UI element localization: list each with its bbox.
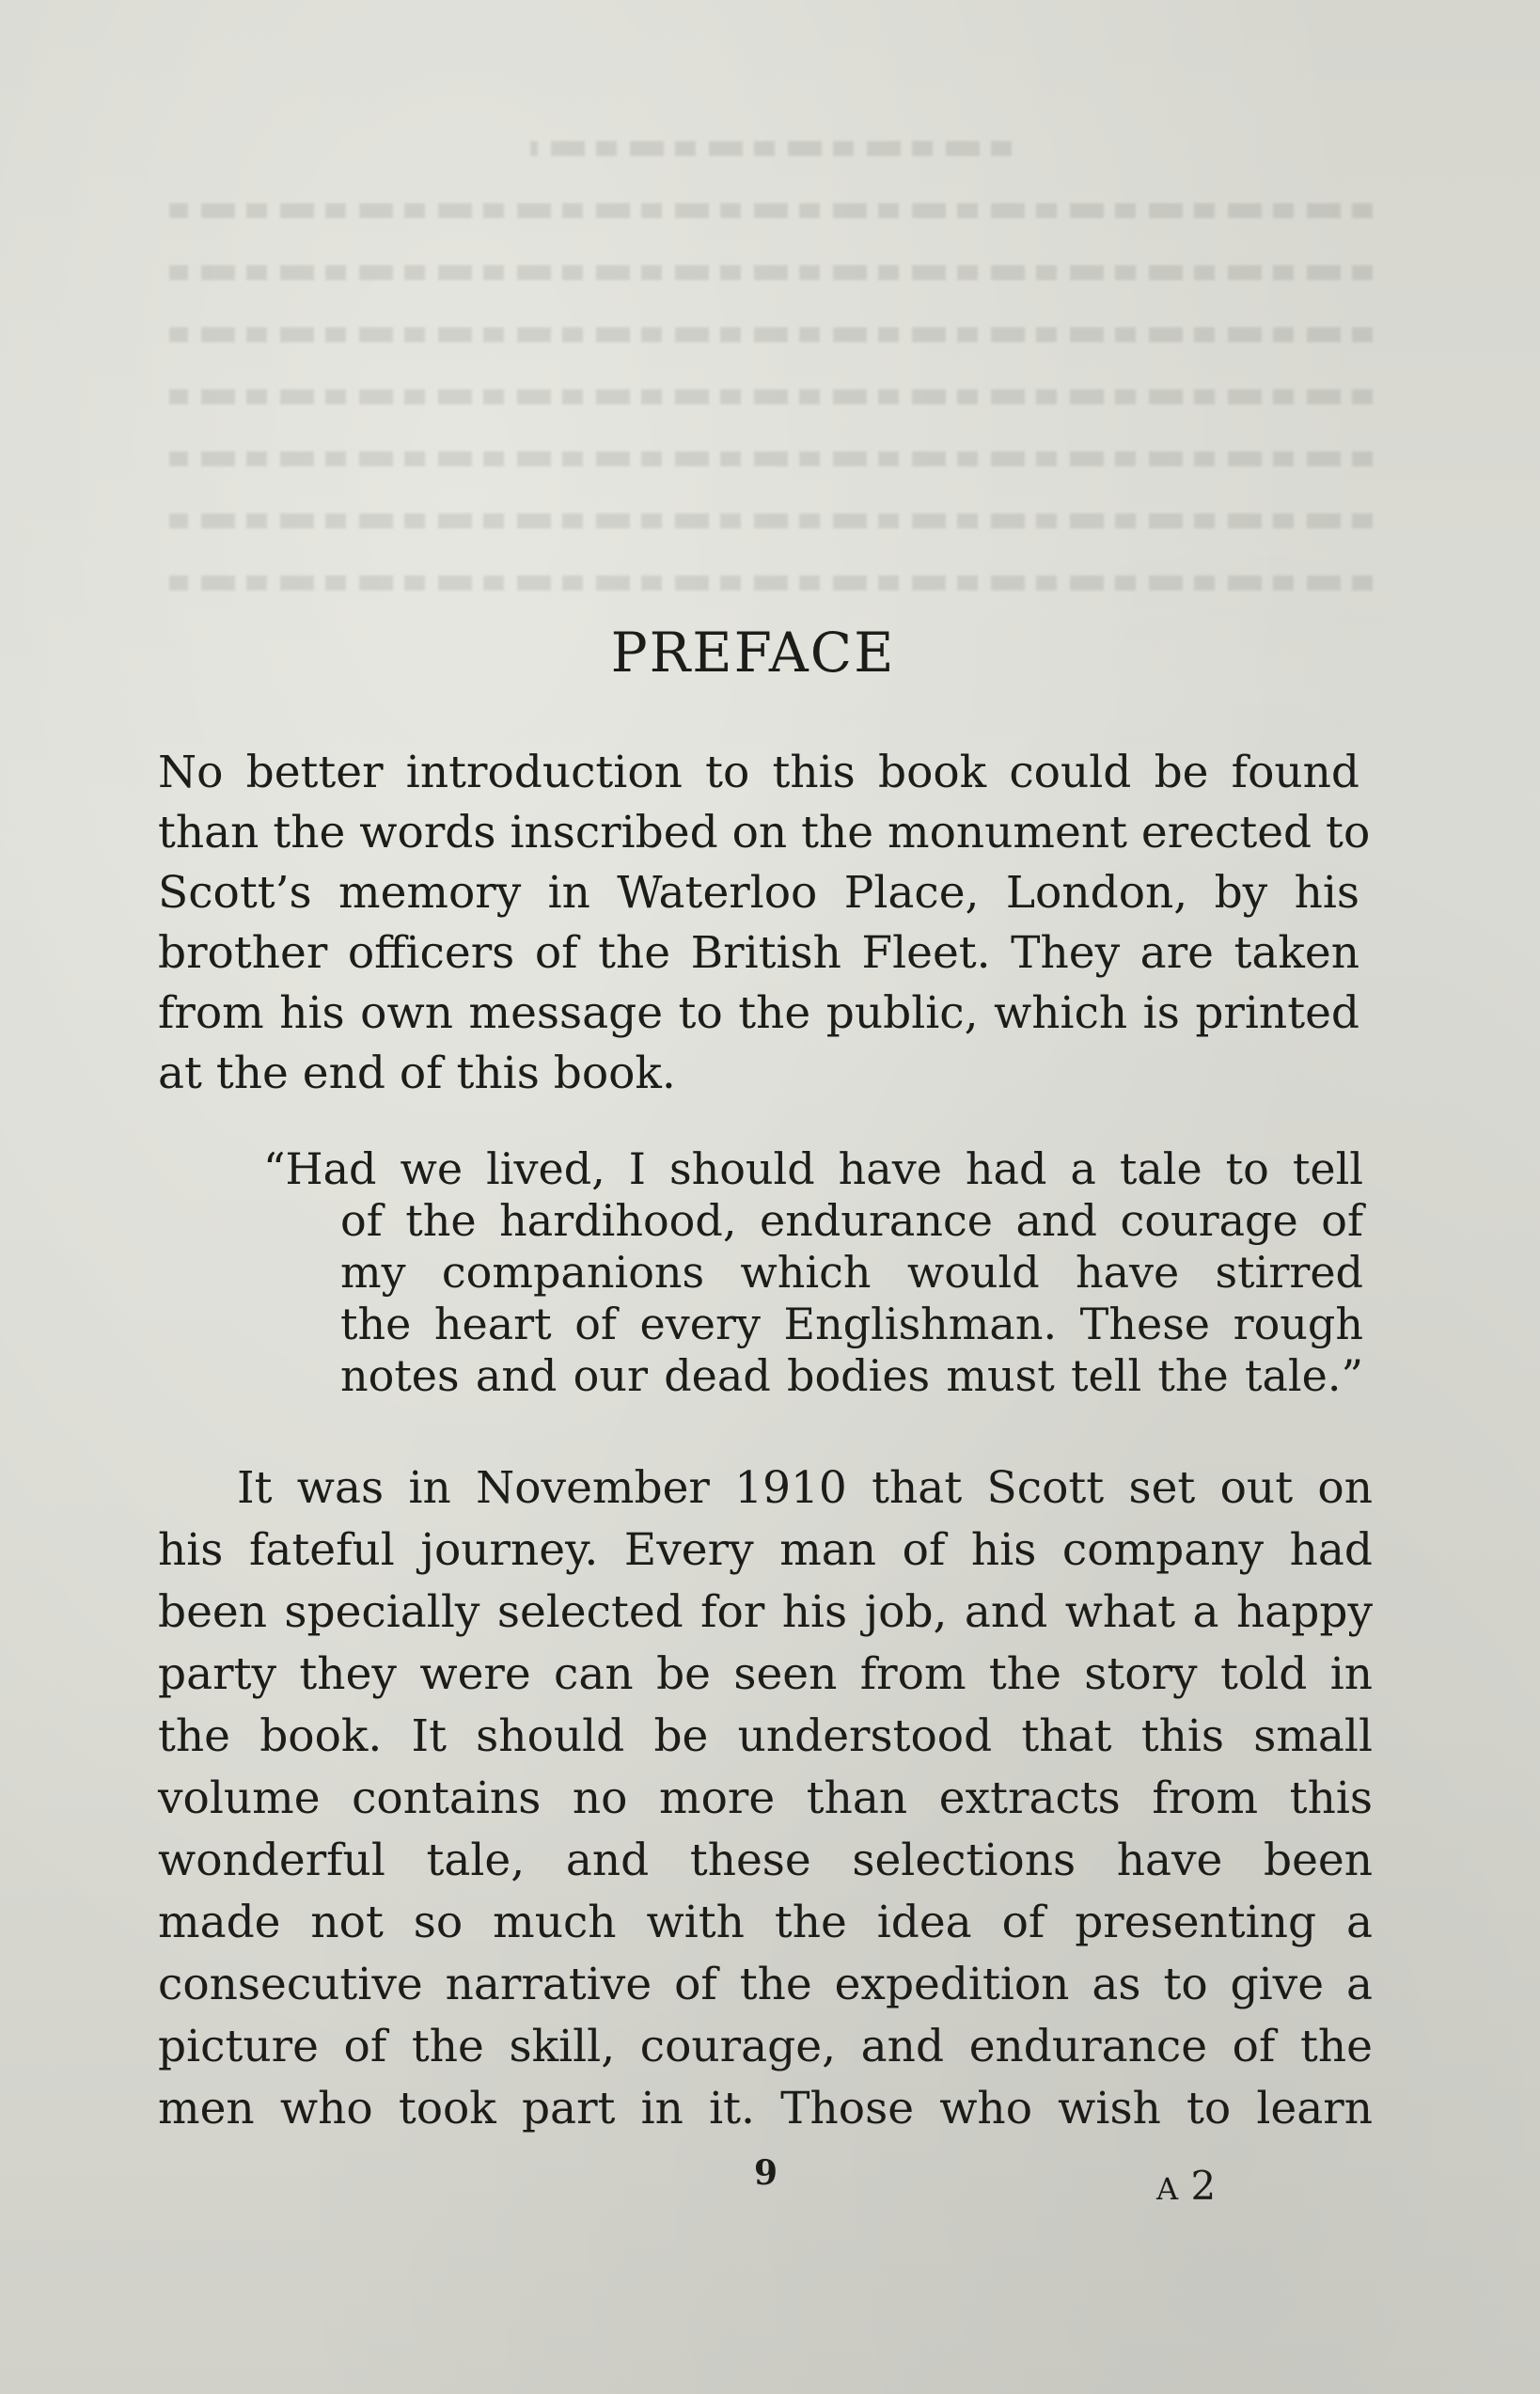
- introduction-paragraph: [158, 743, 1371, 1104]
- text-line: No better introduction to this book could be found: [158, 747, 1359, 798]
- text-line: the book. It should be understood that this small: [158, 1710, 1373, 1762]
- text-line: volume contains no more than extracts from this: [158, 1772, 1373, 1824]
- text-line: Scott’s memory in Waterloo Place, London, by his: [158, 867, 1359, 919]
- text-line: It was in November 1910 that Scott set out on: [237, 1462, 1373, 1514]
- quote-line: “Had we lived, I should have had a tale to tell: [263, 1143, 1363, 1194]
- text-line: picture of the skill, courage, and endurance of the: [158, 2021, 1373, 2072]
- text-line: from his own message to the public, which is printed: [158, 987, 1359, 1039]
- signature-letter: A: [1156, 2171, 1179, 2207]
- quote-line: of the hardihood, endurance and courage of: [340, 1195, 1363, 1246]
- narrative-paragraph: [158, 1457, 1373, 2140]
- quote-line: the heart of every Englishman. These rough: [340, 1299, 1363, 1349]
- text-line: consecutive narrative of the expedition as to give a: [158, 1959, 1373, 2010]
- text-line: wonderful tale, and these selections have been: [158, 1835, 1373, 1886]
- block-quote: [263, 1143, 1363, 1402]
- text-line: brother officers of the British Fleet. They are taken: [158, 927, 1359, 979]
- text-line: party they were can be seen from the story told in: [158, 1648, 1373, 1700]
- text-line: than the words inscribed on the monument erected to: [158, 807, 1371, 858]
- text-line: men who took part in it. Those who wish to learn: [158, 2083, 1373, 2134]
- text-line: been specially selected for his job, and what a happy: [158, 1586, 1373, 1638]
- show-through-text: [169, 141, 1373, 630]
- signature-number: 2: [1190, 2163, 1217, 2209]
- page-number: 9: [754, 2153, 778, 2193]
- text-line: at the end of this book.: [158, 1047, 676, 1099]
- signature-mark: [1156, 2163, 1216, 2209]
- text-line: made not so much with the idea of presenting a: [158, 1897, 1373, 1948]
- text-line: his fateful journey. Every man of his company had: [158, 1524, 1373, 1576]
- quote-line: notes and our dead bodies must tell the tale.”: [340, 1350, 1363, 1401]
- quote-line: my companions which would have stirred: [340, 1247, 1363, 1298]
- page-title: PREFACE: [610, 621, 896, 685]
